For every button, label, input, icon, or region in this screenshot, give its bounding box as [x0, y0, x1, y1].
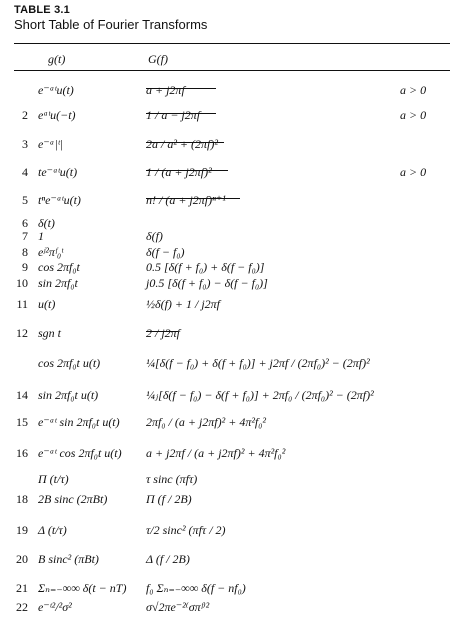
time-function: Δ (t/τ): [38, 523, 67, 537]
fourier-transform: Δ (f / 2B): [146, 552, 190, 566]
table-row: [0, 415, 452, 435]
table-caption: Short Table of Fourier Transforms: [14, 17, 208, 32]
row-number: 11: [16, 297, 28, 311]
row-number: 22: [16, 600, 28, 614]
fourier-transform: τ/2 sinc² (πfτ / 2): [146, 523, 226, 537]
time-function: sgn t: [38, 326, 62, 340]
fourier-transform: 0.5 [δ(f + f₀) + δ(f − f₀)]: [146, 260, 265, 274]
fourier-transform: Π (f / 2B): [146, 492, 192, 506]
fourier-transform: f₀ Σₙ₌₋∞∞ δ(f − nf₀): [146, 581, 246, 595]
table-row: [0, 326, 452, 346]
fourier-transform: 1 / a − j2πf: [146, 108, 201, 122]
fourier-transform: 2 / j2πf: [146, 326, 181, 340]
table-label: TABLE 3.1: [14, 4, 70, 16]
time-function: te⁻ᵃᵗu(t): [38, 165, 78, 179]
fraction-bar: [146, 331, 178, 332]
fourier-transform: n! / (a + j2πf)ⁿ⁺¹: [146, 193, 226, 207]
row-number: 2: [22, 108, 28, 122]
column-header-g: g(t): [48, 52, 66, 66]
fourier-transform: 2a / a² + (2πf)²: [146, 137, 218, 151]
table-row: [0, 165, 452, 185]
time-function: eᵃᵗu(−t): [38, 108, 76, 122]
row-number: 12: [16, 326, 28, 340]
row-number: 20: [16, 552, 28, 566]
time-function: e⁻ᵃ|ᵗ|: [38, 137, 64, 151]
row-number: 14: [16, 388, 28, 402]
row-number: 16: [16, 446, 28, 460]
row-number: 15: [16, 415, 28, 429]
column-header-G: G(f): [148, 52, 168, 66]
fourier-transform: ¼ⱼ[δ(f − f₀) − δ(f + f₀)] + 2πf₀ / (2πf₀)² − (2πf)²: [146, 388, 374, 402]
fraction-bar: [146, 88, 216, 89]
row-number: 6: [22, 216, 28, 230]
fourier-transform: δ(f − f₀): [146, 245, 185, 259]
fourier-transform: 1 / (a + j2πf)²: [146, 165, 212, 179]
fourier-transform: τ sinc (πfτ): [146, 472, 198, 486]
fraction-bar: [146, 142, 224, 143]
table-row: [0, 472, 452, 492]
table-title-block: [14, 4, 207, 33]
row-number: 5: [22, 193, 28, 207]
condition: a > 0: [400, 83, 427, 97]
time-function: δ(t): [38, 216, 55, 230]
row-number: 7: [22, 229, 28, 243]
row-number: 18: [16, 492, 28, 506]
condition: a > 0: [400, 165, 427, 179]
time-function: Π (t/τ): [38, 472, 69, 486]
time-function: eʲ²πᶠ₀ᵗ: [38, 245, 64, 259]
time-function: u(t): [38, 297, 56, 311]
time-function: B sinc² (πBt): [38, 552, 99, 566]
row-number: 8: [22, 245, 28, 259]
table-row: [0, 388, 452, 408]
condition: a > 0: [400, 108, 427, 122]
time-function: sin 2πf₀t u(t): [38, 388, 99, 402]
time-function: e⁻ᵃᵗu(t): [38, 83, 74, 97]
time-function: Σₙ₌₋∞∞ δ(t − nT): [38, 581, 127, 595]
header-rule: [14, 70, 450, 71]
row-number: 4: [22, 165, 28, 179]
row-number: 19: [16, 523, 28, 537]
table-row: [0, 523, 452, 543]
fraction-bar: [146, 170, 228, 171]
time-function: cos 2πf₀t u(t): [38, 356, 101, 370]
table-row: [0, 137, 452, 157]
fourier-transform: j0.5 [δ(f + f₀) − δ(f − f₀)]: [146, 276, 268, 290]
fourier-transform: a + j2πf: [146, 83, 185, 97]
time-function: sin 2πf₀t: [38, 276, 78, 290]
time-function: e⁻ᵃᵗ cos 2πf₀t u(t): [38, 446, 122, 460]
fourier-transform: ¼[δ(f − f₀) + δ(f + f₀)] + j2πf / (2πf₀)² − (2πf)²: [146, 356, 370, 370]
fourier-transform: σ√2πe⁻²⁽σπᶠ⁾²: [146, 600, 210, 614]
table-row: [0, 600, 452, 620]
row-number: 9: [22, 260, 28, 274]
fourier-transform: a + j2πf / (a + j2πf)² + 4π²f₀²: [146, 446, 286, 460]
table-row: [0, 581, 452, 601]
row-number: 10: [16, 276, 28, 290]
time-function: 1: [38, 229, 44, 243]
time-function: cos 2πf₀t: [38, 260, 80, 274]
fourier-transform: δ(f): [146, 229, 163, 243]
table-row: [0, 356, 452, 376]
table-row: [0, 193, 452, 213]
time-function: tⁿe⁻ᵃᵗu(t): [38, 193, 81, 207]
fourier-transform: 2πf₀ / (a + j2πf)² + 4π²f₀²: [146, 415, 267, 429]
time-function: e⁻ᵃᵗ sin 2πf₀t u(t): [38, 415, 120, 429]
row-number: 21: [16, 581, 28, 595]
top-rule: [14, 43, 450, 44]
table-row: [0, 297, 452, 317]
table-row: [0, 492, 452, 512]
table-row: [0, 83, 452, 103]
table-row: [0, 552, 452, 572]
fourier-transform: ½δ(f) + 1 / j2πf: [146, 297, 221, 311]
time-function: 2B sinc (2πBt): [38, 492, 108, 506]
table-row: [0, 446, 452, 466]
time-function: e⁻ᵗ²/²σ²: [38, 600, 72, 614]
table-row: [0, 276, 452, 296]
table-row: [0, 108, 452, 128]
fraction-bar: [146, 198, 240, 199]
row-number: 3: [22, 137, 28, 151]
fraction-bar: [146, 113, 216, 114]
